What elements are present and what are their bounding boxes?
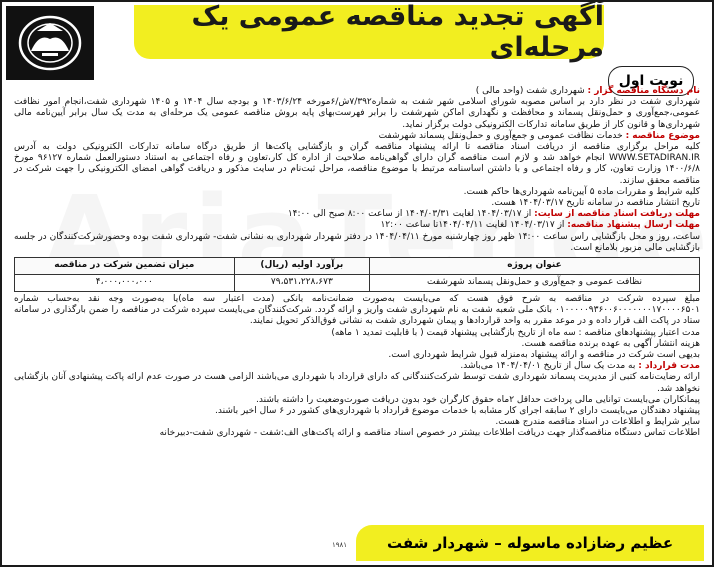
- cell-estimate: ۷۹،۵۳۱،۲۲۸،۶۷۳: [234, 275, 369, 292]
- requirement-3: پیشنهاد دهندگان می‌بایست دارای ۲ سابقه اجرای کار مشابه با خدمات موضوع قرارداد با شهرداری‌های کشور در ۶ سال اخیر باشند.: [215, 406, 700, 417]
- deadline-receive-label: مهلت دریافت اسناد مناقصه از سایت:: [534, 209, 700, 220]
- requirement-4: سایر شرایط و اطلاعات در اسناد مناقصه مندرج هست.: [495, 417, 700, 428]
- municipality-logo: [6, 6, 94, 80]
- footer-signature: عظیم رضازاده ماسوله – شهردار شفت: [356, 525, 704, 561]
- organizer-line: [14, 86, 700, 97]
- col-project-title: عنوان پروژه: [370, 258, 700, 275]
- page-code: ۱۹۸۱: [332, 541, 348, 549]
- col-estimate: برآورد اولیه (ریال): [234, 258, 369, 275]
- contract-duration-label: مدت قرارداد :: [638, 361, 700, 372]
- guarantee-text: مبلغ سپرده شرکت در مناقصه به شرح فوق هست که می‌بایست به‌صورت ضمانت‌نامه بانکی (مدت اعتبار سه ماه)یا به‌صورت وجه نقد به‌حساب شماره ۰۱۰۰۰۰۰۹۳۶۰۰۶۰۰۰۰۰۰۰۱۷۰۰۰۰۶۵۰۱ بانک ملی شعبه شفت به نام شهرداری شفت واریز و ارائه گردد. شرکت‌کنندگان می‌بایست سپرده شرکت در مناقصه را ضمن بارگذاری در سامانه ستاد در پاکت الف قرار داده و در موعد مقرر به واحد قراردادها و پیمان شهرداری شفت به نشانی فوق‌الذکر تحویل نمایند.: [14, 294, 700, 327]
- deadline-submit-value: از ۱۴۰۴/۰۳/۱۷ لغایت ۱۴۰۴/۰۴/۱۱تا ساعت ۱۲:۰۰: [380, 220, 565, 231]
- acceptance-line: بدیهی است شرکت در مناقصه و ارائه پیشنهاد به‌منزله قبول شرایط شهرداری است.: [388, 350, 700, 361]
- organizer-value: شهرداری شفت (واحد مالی ): [475, 86, 585, 96]
- setad-paragraph: کلیه مراحل برگزاری مناقصه از دریافت اسناد مناقصه تا ارائه پیشنهاد مناقصه گران و بازگشایی پاکت‌ها از طریق درگاه سامانه تدارکات الکترونیکی دولت به آدرس WWW.SETADIRAN.IR انجام خواهد شد و لازم است مناقصه گران دارای گواهی‌نامه صلاحیت از اداره کل کار،تعاون و رفاه اجتماعی به استناد دستورالعمل شماره ۹۶۱۲۷ مورخ ۱۴۰۰/۶/۸ وزارت تعاون، کار و رفاه اجتماعی و با داشتن اساسنامه مرتبط با موضوع مناقصه، مراحل ثبت‌نام در سایت مذکور و دریافت گواهی امضای الکترونیکی را جهت شرکت در مناقصه محقق سازند.: [14, 142, 700, 186]
- deadline-receive-value: از ۱۴۰۴/۰۳/۱۷ لغایت ۱۴۰۴/۰۳/۳۱ از ساعت ۸:۰۰ صبح الی ۱۴:۰۰: [287, 209, 532, 220]
- notice-title: آگهی تجدید مناقصه عمومی یک مرحله‌ای: [191, 1, 604, 63]
- col-guarantee: میزان تضمین شرکت در مناقصه: [15, 258, 235, 275]
- deadline-receive-line: [14, 209, 700, 220]
- subject-label: موضوع مناقصه :: [625, 130, 700, 141]
- title-banner: [134, 1, 604, 63]
- requirement-2: پیمانکاران می‌بایست توانایی مالی پرداخت حداقل ۲ماه حقوق کارگران خود بدون دریافت صورت‌وضعیت را داشته باشند.: [256, 394, 700, 405]
- table-header-row: [15, 258, 700, 275]
- organizer-text: شهرداری شفت در نظر دارد بر اساس مصوبه شورای اسلامی شهر شفت به شماره۷/۳۹۲ش/۶مورخه ۱۴۰۳/۶/۲۴ و بودجه سال ۱۴۰۴ و ۱۴۰۵ شهرداری شفت،انجام امور نظافت عمومی،جمع‌آوری و حمل‌ونقل پسماند و محافظت و نگهداری اماکن شهرشفت را برابر فهرست‌بهای پایه بروش مناقصه عمومی یک مرحله‌ای به مدت یک سال برابر آیین‌نامه مالی شهرداری‌ها و قانون کار از طریق سامانه تدارکات الکترونیکی دولت برگزار نماید.: [14, 97, 700, 130]
- ad-cost-line: هزینه انتشار آگهی به عهده برنده مناقصه هست.: [521, 338, 700, 349]
- contract-duration-value: به مدت یک سال از تاریخ ۱۴۰۴/۰۴/۰۱ می‌باشد.: [460, 361, 636, 372]
- edition-badge: نوبت اول: [608, 66, 694, 96]
- contract-duration-line: [14, 361, 700, 372]
- cell-guarantee: ۴،۰۰۰،۰۰۰،۰۰۰: [15, 275, 235, 292]
- tender-table: [14, 257, 700, 292]
- notice-body: [14, 86, 700, 440]
- subject-value: خدمات نظافت عمومی و جمع‌آوری و حمل‌ونقل پسماند شهرشفت: [378, 130, 623, 141]
- subject-line: [14, 131, 700, 142]
- conditions-line: کلیه شرایط و مقررات ماده ۵ آیین‌نامه شهرداری‌ها حاکم هست.: [463, 186, 700, 197]
- validity-line: مدت اعتبار پیشنهادهای مناقصه : سه ماه از تاریخ بازگشایی پیشنهاد قیمت ( با قابلیت تمدید ۱ ماهه): [331, 327, 700, 338]
- publish-date-line: تاریخ انتشار مناقصه در سامانه تاریخ ۱۴۰۴/۰۳/۱۷ هست.: [491, 198, 700, 209]
- emblem-icon: [15, 13, 85, 73]
- organizer-label: نام دستگاه مناقصه گزار :: [587, 86, 700, 96]
- cell-project-title: نظافت عمومی و جمع‌آوری و حمل‌ونقل پسماند شهرشفت: [370, 275, 700, 292]
- table-row: [15, 275, 700, 292]
- requirement-1: ارائه رضایت‌نامه کتبی از مدیریت پسماند شهرداری شفت توسط شرکت‌کنندگانی که دارای قرارداد با شهرداری می‌باشند الزامی هست در صورت عدم ارائه پاکت پیشنهادی آنان بازگشایی نخواهد شد.: [14, 372, 700, 394]
- deadline-submit-line: [14, 220, 700, 231]
- deadline-submit-label: مهلت ارسال پیشنهاد مناقصه:: [567, 220, 700, 231]
- contact-line: اطلاعات تماس دستگاه مناقصه‌گذار جهت دریافت اطلاعات بیشتر در خصوص اسناد مناقصه و ارائه پاکت‌های الف:شفت - شهرداری شفت-دبیرخانه: [159, 428, 700, 439]
- opening-line: ساعت، روز و محل بازگشایی راس ساعت ۱۴:۰۰ ظهر روز چهارشنبه مورخ ۱۴۰۴/۰۴/۱۱ در دفتر شهردار شهرداری به نشانی شفت- شهرداری شفت بوده وحضورشرکت‌کنندگان در جلسه بازگشایی مالی مزبور بلامانع است.: [14, 231, 700, 253]
